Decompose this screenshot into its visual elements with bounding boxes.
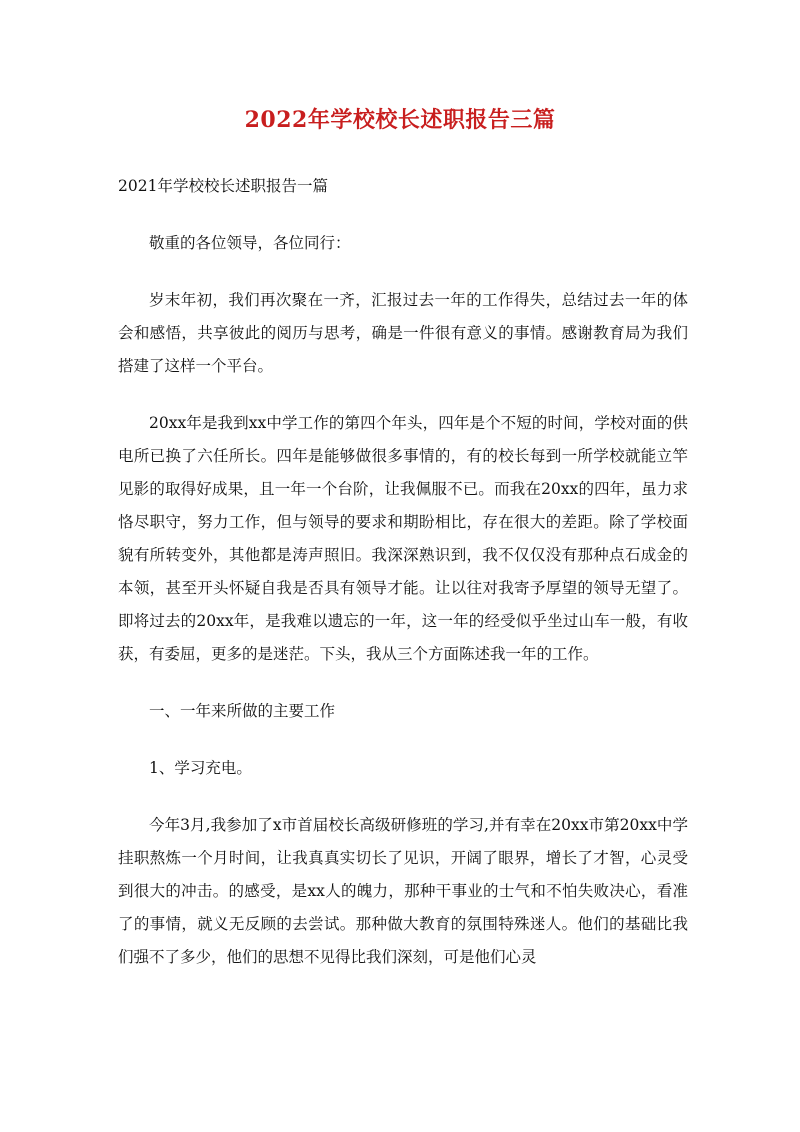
paragraph-2: 20xx年是我到xx中学工作的第四个年头，四年是个不短的时间，学校对面的供电所已换了六任所长。四年是能够做很多事情的，有的校长每到一所学校就能立竿见影的取得好成果，且一年一个台阶，让我佩服不已。而我在20xx的四年，虽力求恪尽职守，努力工作，但与领导的要求和期盼相比，存在很大的差距。除了学校面貌有所转变外，其他都是涛声照旧。我深深熟识到，我不仅仅没有那种点石成金的本领，甚至开头怀疑自我是否具有领导才能。让以往对我寄予厚望的领导无望了。即将过去的20xx年，是我难以遗忘的一年，这一年的经受似乎坐过山车一般，有收获，有委屈，更多的是迷茫。下头，我从三个方面陈述我一年的工作。	[118, 414, 688, 663]
paragraph-1: 岁末年初，我们再次聚在一齐，汇报过去一年的工作得失，总结过去一年的体会和感悟，共享彼此的阅历与思考，确是一件很有意义的事情。感谢教育局为我们搭建了这样一个平台。	[118, 291, 688, 375]
salutation: 敬重的各位领导，各位同行：	[149, 234, 351, 252]
document-title: 2022年学校校长述职报告三篇	[244, 107, 556, 133]
section-heading: 一、一年来所做的主要工作	[149, 702, 336, 720]
document-subtitle: 2021年学校校长述职报告一篇	[118, 177, 328, 195]
paragraph-3: 今年3月,我参加了x市首届校长高级研修班的学习,并有幸在20xx市第20xx中学挂职熬炼一个月时间，让我真真实切长了见识，开阔了眼界，增长了才智，心灵受到很大的冲击。的感受，是xx人的魄力，那种干事业的士气和不怕失败决心，看准了的事情，就义无反顾的去尝试。那种做大教育的氛围特殊迷人。他们的基础比我们强不了多少，他们的思想不见得比我们深刻，可是他们心灵	[118, 816, 688, 966]
document-body	[118, 170, 688, 998]
item-heading: 1、学习充电。	[149, 759, 252, 777]
